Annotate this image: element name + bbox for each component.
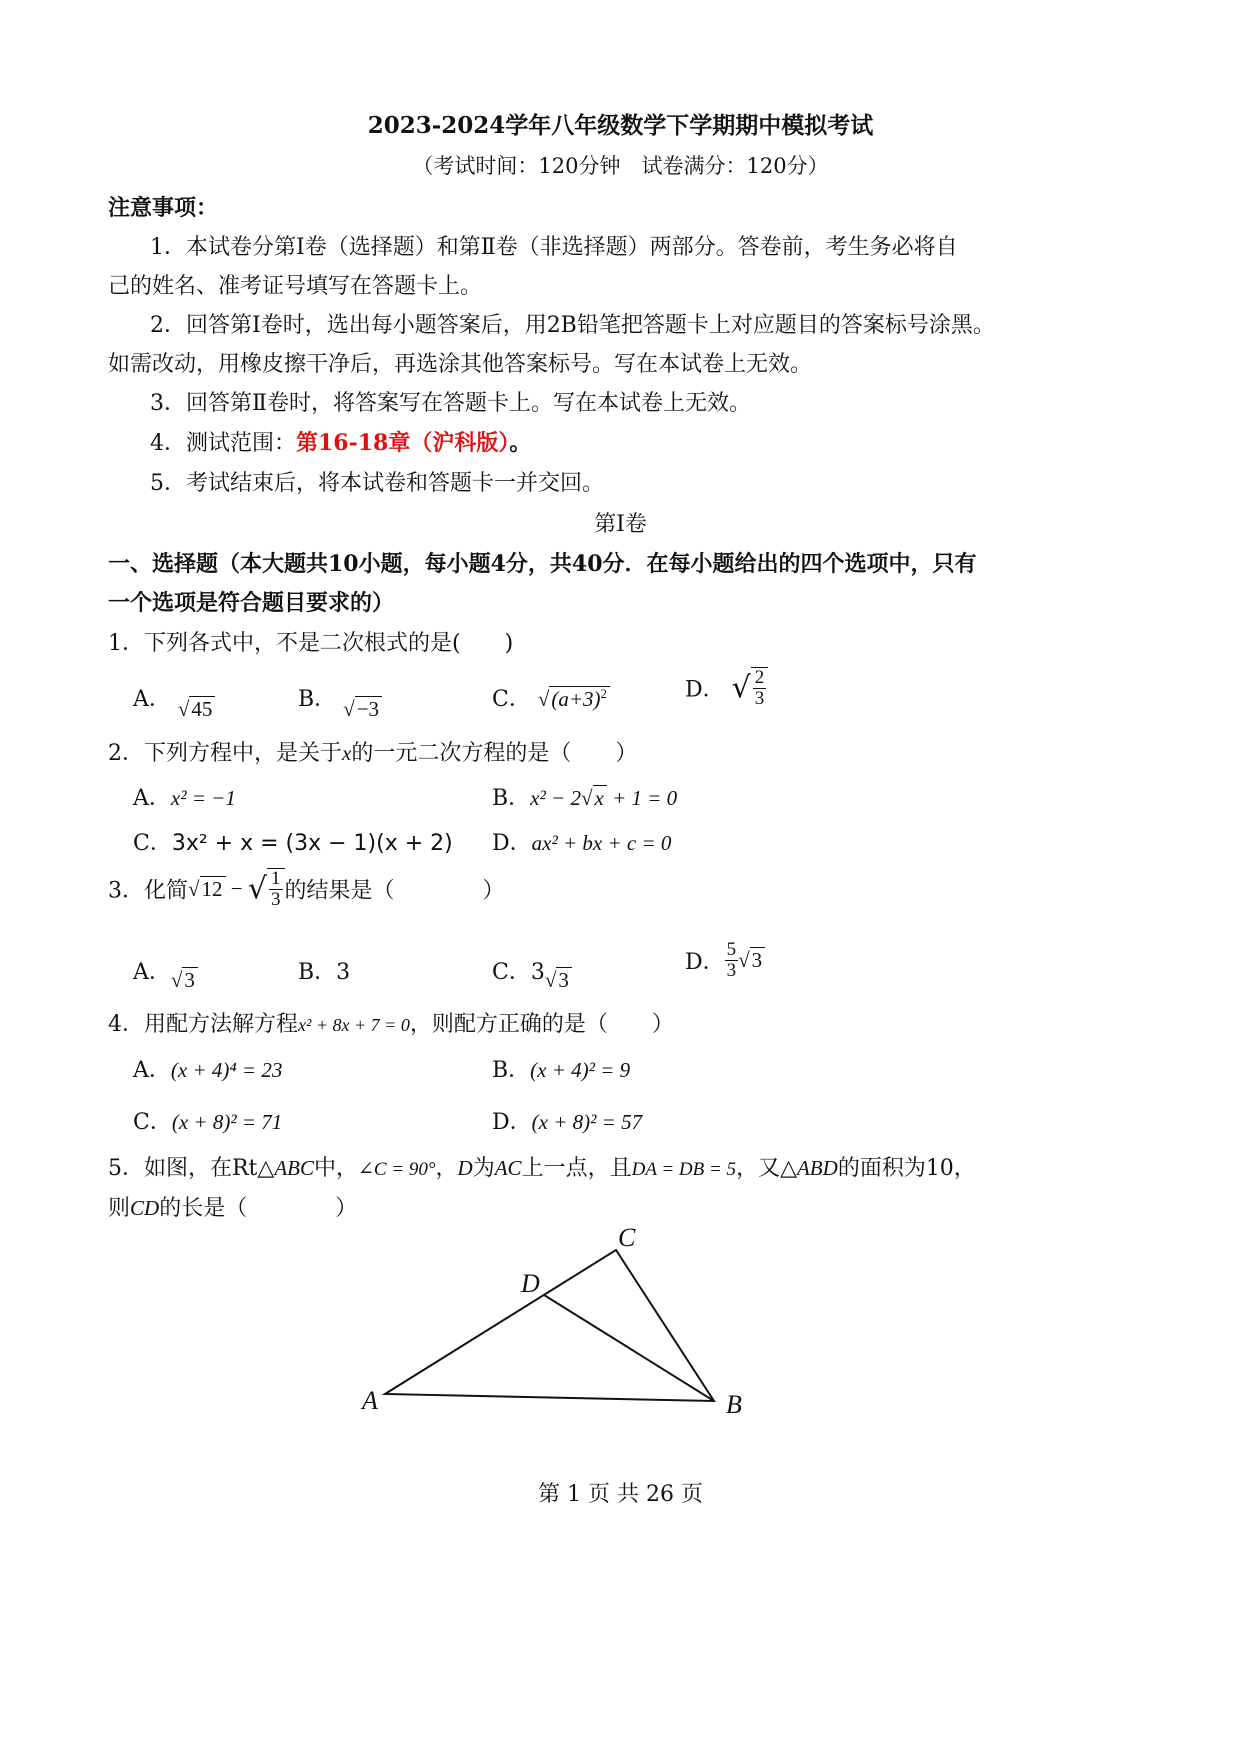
page-footer: 第 1 页 共 26 页: [538, 1482, 703, 1507]
q4-a-expr: (x + 4)⁴ = 23: [170, 1058, 283, 1082]
question-2-stem: [108, 736, 637, 767]
q4-option-c: [133, 1105, 282, 1136]
q2-stem-a: 2．下列方程中，是关于: [108, 741, 342, 766]
q2-option-b: B．x² − 2√x + 1 = 0: [492, 786, 678, 811]
q1-c-radicand: (a+3): [551, 687, 601, 711]
q4-option-b: [492, 1053, 630, 1084]
section-1-heading-line-2: 一个选项是符合题目要求的）: [108, 590, 395, 616]
question-4-stem: [108, 1007, 674, 1038]
label-a: A: [362, 1386, 378, 1415]
q1-c-label: C．: [492, 687, 531, 712]
q2-b-radicand: x: [593, 785, 607, 810]
q1-option-c: [492, 682, 610, 713]
test-range: 第16-18章（沪科版）: [296, 430, 510, 456]
q1-d-numerator: 2: [754, 667, 765, 688]
q4-d-expr: (x + 8)² = 57: [531, 1110, 643, 1134]
q5-equation: DA = DB = 5: [631, 1159, 737, 1180]
q5-abd: ABD: [796, 1156, 838, 1180]
note-4: [150, 426, 531, 457]
question-3-stem: 3．化简√12 − √ $\frac{1}{3}$ 的结果是（ ）: [108, 868, 505, 910]
question-5-line-1: [108, 1151, 976, 1182]
q3-denominator: 3: [271, 888, 281, 910]
q1-option-a: [133, 682, 215, 721]
q1-d-label: D．: [685, 677, 725, 703]
question-1-stem: 1．下列各式中，不是二次根式的是( ): [108, 631, 514, 656]
q1-a-radicand: 45: [189, 696, 215, 721]
q4-c-expr: (x + 8)² = 71: [171, 1110, 283, 1134]
q5-text-a: 5．如图，在Rt△: [108, 1156, 275, 1181]
q5-text-h: 的长是（ ）: [159, 1196, 358, 1221]
note-5: 5．考试结束后，将本试卷和答题卡一并交回。: [150, 471, 604, 496]
q5-d: D: [457, 1156, 473, 1180]
q5-text-f: 的面积为10，: [837, 1156, 976, 1181]
q3-d-radicand: 3: [750, 947, 766, 972]
q1-d-math: √ $\frac{2}{3}$: [732, 667, 769, 709]
q1-a-math: √45: [178, 697, 216, 721]
q5-abc: ABC: [274, 1156, 314, 1180]
q2-c-expr: 3x² + x = (3x − 1)(x + 2): [171, 831, 453, 856]
q2-option-d: [492, 826, 671, 857]
q2-d-label: D．: [492, 831, 532, 856]
q3-d-denominator: 3: [726, 959, 737, 981]
q3-a-label: A．: [133, 960, 171, 985]
q3-stem-b: 的结果是（ ）: [284, 878, 505, 904]
q3-minus: −: [225, 876, 248, 901]
q5-text-e: ，又△: [736, 1156, 797, 1181]
section-1-heading-line-1: 一、选择题（本大题共10小题，每小题4分，共40分．在每小题给出的四个选项中，只有: [108, 551, 977, 577]
note-4-prefix: 4．测试范围：: [150, 431, 296, 456]
note-1-line-2: 己的姓名、准考证号填写在答题卡上。: [108, 274, 483, 299]
q3-d-label: D．: [685, 949, 725, 975]
q4-stem-a: 4．用配方法解方程: [108, 1012, 298, 1037]
triangle-figure: [350, 1215, 780, 1435]
q1-b-radicand: −3: [355, 696, 382, 721]
note-2-line-1: 2．回答第Ⅰ卷时，选出每小题答案后，用2B铅笔把答题卡上对应题目的答案标号涂黑。: [150, 313, 995, 338]
q3-option-a: A．√3: [133, 955, 198, 986]
q1-a-label: A．: [133, 687, 171, 712]
q5-text-g: 则: [108, 1196, 131, 1221]
q3-d-numerator: 5: [726, 939, 737, 960]
q3-option-d: D． $\frac{5}{3}$ √3: [685, 940, 765, 981]
q3-option-c: C．3√3: [492, 955, 572, 986]
q5-ac: AC: [494, 1156, 522, 1180]
q1-b-math: √−3: [343, 697, 382, 721]
q2-a-label: A．: [133, 786, 171, 811]
q4-option-a: [133, 1053, 282, 1084]
segment-db: [544, 1295, 714, 1401]
q2-b-post: + 1 = 0: [606, 786, 678, 810]
note-2-line-2: 如需改动，用橡皮擦干净后，再选涂其他答案标号。写在本试卷上无效。: [108, 352, 813, 377]
q1-option-b: [298, 682, 382, 721]
q3-option-b: B．3: [298, 960, 351, 985]
q2-b-label: B．: [492, 786, 531, 811]
q2-variable: x: [342, 741, 352, 765]
q1-c-math: $√(a+3)^2$: [538, 687, 610, 711]
note-1-line-1: 1．本试卷分第Ⅰ卷（选择题）和第Ⅱ卷（非选择题）两部分。答卷前，考生务必将自: [150, 235, 958, 260]
q4-stem-b: ，则配方正确的是（ ）: [409, 1012, 674, 1037]
q1-option-d: [685, 667, 768, 709]
q4-c-label: C．: [133, 1110, 172, 1135]
q1-c-exponent: 2: [600, 686, 608, 701]
label-c: C: [618, 1223, 636, 1252]
question-5-line-2: [108, 1191, 357, 1222]
q3-c-label: C．3: [492, 960, 545, 985]
notes-heading: 注意事项：: [108, 195, 219, 221]
q5-comma: ，: [435, 1156, 458, 1181]
q3-stem-a: 3．化简: [108, 878, 188, 904]
exam-info: （考试时间：120分钟 试卷满分：120分）: [412, 154, 829, 178]
q5-text-b: 中，: [314, 1156, 359, 1181]
label-d: D: [521, 1269, 540, 1298]
q2-option-c: [133, 826, 453, 857]
q3-radicand-1: 12: [200, 876, 226, 901]
page-title: 2023-2024学年八年级数学下学期期中模拟考试: [367, 112, 874, 139]
q5-angle: ∠C = 90°: [358, 1159, 436, 1180]
q2-b-pre: x² − 2: [530, 786, 581, 810]
q5-cd: CD: [130, 1196, 160, 1220]
q3-a-radicand: 3: [182, 967, 198, 992]
q4-a-label: A．: [133, 1058, 171, 1083]
q4-equation: x² + 8x + 7 = 0: [298, 1015, 410, 1035]
q4-option-d: [492, 1105, 642, 1136]
q5-text-d: 上一点，且: [521, 1156, 632, 1181]
volume-title: 第Ⅰ卷: [594, 512, 647, 537]
q2-a-expr: x² = −1: [170, 786, 236, 810]
q3-numerator: 1: [271, 868, 281, 889]
q2-stem-b: 的一元二次方程的是（ ）: [351, 741, 638, 766]
q2-option-a: [133, 781, 236, 812]
q4-d-label: D．: [492, 1110, 532, 1135]
q2-d-expr: ax² + bx + c = 0: [531, 831, 672, 855]
q5-text-c: 为: [472, 1156, 495, 1181]
q2-c-label: C．: [133, 831, 172, 856]
note-4-suffix: 。: [509, 430, 532, 456]
q4-b-label: B．: [492, 1058, 531, 1083]
q1-d-denominator: 3: [754, 687, 765, 709]
note-3: 3．回答第Ⅱ卷时，将答案写在答题卡上。写在本试卷上无效。: [150, 391, 751, 416]
q3-c-radicand: 3: [556, 967, 572, 992]
triangle-abc: [385, 1250, 714, 1401]
q1-b-label: B．: [298, 687, 337, 712]
q4-b-expr: (x + 4)² = 9: [530, 1058, 631, 1082]
label-b: B: [726, 1390, 742, 1419]
